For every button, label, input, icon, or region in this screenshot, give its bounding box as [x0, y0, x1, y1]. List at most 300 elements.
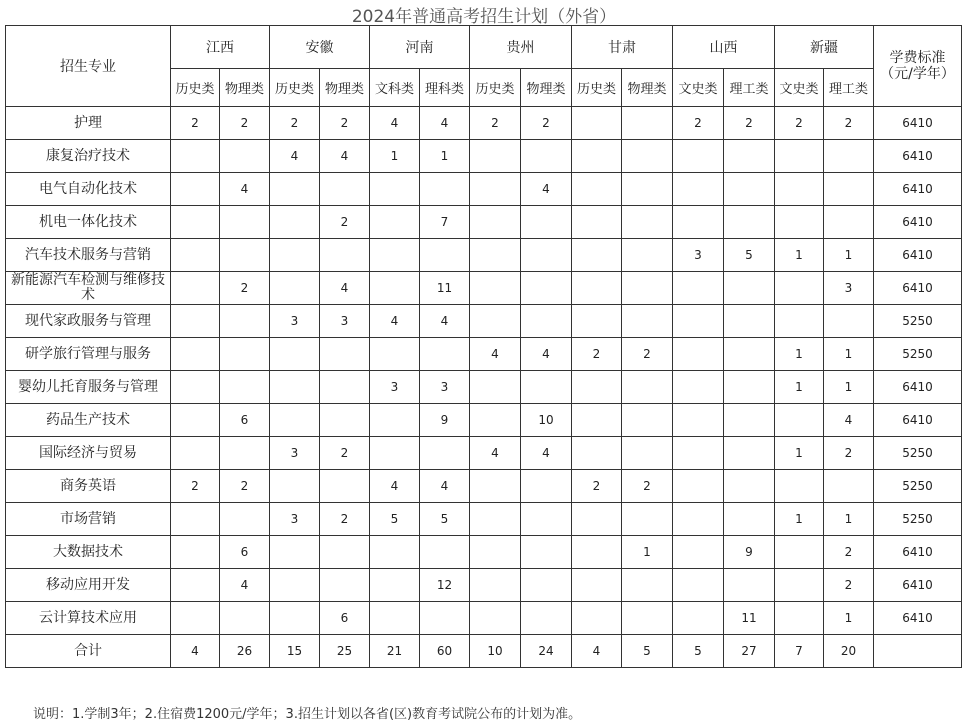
province-header: 新疆	[775, 26, 874, 69]
quota-cell: 2	[775, 107, 824, 140]
quota-cell: 21	[370, 635, 420, 668]
quota-cell	[171, 272, 220, 305]
quota-cell: 3	[370, 371, 420, 404]
quota-cell	[320, 371, 370, 404]
track-header: 物理类	[521, 69, 572, 107]
quota-cell: 2	[824, 107, 874, 140]
fee-cell: 6410	[874, 107, 962, 140]
quota-cell	[824, 206, 874, 239]
quota-cell	[572, 272, 622, 305]
quota-cell: 24	[521, 635, 572, 668]
quota-cell: 1	[824, 338, 874, 371]
enrollment-plan-table	[5, 25, 962, 668]
track-header: 历史类	[470, 69, 521, 107]
quota-cell	[171, 536, 220, 569]
quota-cell	[521, 371, 572, 404]
quota-cell	[775, 470, 824, 503]
quota-cell	[270, 371, 320, 404]
quota-cell	[572, 404, 622, 437]
quota-cell	[775, 140, 824, 173]
quota-cell	[270, 470, 320, 503]
quota-cell	[220, 338, 270, 371]
quota-cell	[220, 371, 270, 404]
quota-cell	[775, 305, 824, 338]
quota-cell	[270, 272, 320, 305]
province-header: 山西	[673, 26, 775, 69]
quota-cell	[370, 206, 420, 239]
quota-cell	[521, 602, 572, 635]
quota-cell: 4	[470, 338, 521, 371]
quota-cell	[320, 569, 370, 602]
quota-cell: 4	[370, 305, 420, 338]
quota-cell	[270, 602, 320, 635]
quota-cell	[673, 338, 724, 371]
fee-cell: 6410	[874, 569, 962, 602]
table-row	[6, 239, 962, 272]
quota-cell: 9	[724, 536, 775, 569]
page-title: 2024年普通高考招生计划（外省）	[351, 7, 617, 27]
quota-cell: 3	[673, 239, 724, 272]
quota-cell: 2	[470, 107, 521, 140]
quota-cell: 2	[824, 569, 874, 602]
quota-cell: 3	[420, 371, 470, 404]
quota-cell	[320, 173, 370, 206]
quota-cell	[673, 272, 724, 305]
major-cell: 大数据技术	[6, 536, 171, 569]
quota-cell	[470, 239, 521, 272]
quota-cell: 6	[320, 602, 370, 635]
track-header: 理工类	[824, 69, 874, 107]
fee-cell: 6410	[874, 140, 962, 173]
track-header: 理科类	[420, 69, 470, 107]
quota-cell	[220, 503, 270, 536]
quota-cell	[724, 305, 775, 338]
quota-cell: 2	[270, 107, 320, 140]
quota-cell: 4	[370, 470, 420, 503]
quota-cell	[775, 272, 824, 305]
quota-cell	[171, 338, 220, 371]
quota-cell	[824, 173, 874, 206]
fee-cell: 5250	[874, 338, 962, 371]
quota-cell: 4	[824, 404, 874, 437]
table-row	[6, 371, 962, 404]
quota-cell	[521, 239, 572, 272]
quota-cell: 4	[521, 173, 572, 206]
quota-cell: 27	[724, 635, 775, 668]
quota-cell	[270, 239, 320, 272]
fee-cell: 6410	[874, 602, 962, 635]
quota-cell	[270, 338, 320, 371]
major-cell: 婴幼儿托育服务与管理	[6, 371, 171, 404]
quota-cell	[622, 107, 673, 140]
quota-cell: 3	[320, 305, 370, 338]
quota-cell: 4	[270, 140, 320, 173]
track-header: 历史类	[572, 69, 622, 107]
quota-cell: 7	[420, 206, 470, 239]
quota-cell: 11	[420, 272, 470, 305]
quota-cell	[470, 404, 521, 437]
quota-cell	[320, 404, 370, 437]
quota-cell	[775, 404, 824, 437]
quota-cell	[470, 272, 521, 305]
quota-cell	[220, 239, 270, 272]
quota-cell	[370, 437, 420, 470]
quota-cell	[724, 437, 775, 470]
track-header: 文科类	[370, 69, 420, 107]
track-header: 文史类	[673, 69, 724, 107]
quota-cell: 4	[420, 107, 470, 140]
major-cell: 康复治疗技术	[6, 140, 171, 173]
quota-cell	[673, 173, 724, 206]
quota-cell	[470, 536, 521, 569]
quota-cell: 10	[521, 404, 572, 437]
province-header: 江西	[171, 26, 270, 69]
major-cell: 机电一体化技术	[6, 206, 171, 239]
quota-cell	[370, 173, 420, 206]
quota-cell	[572, 305, 622, 338]
quota-cell	[320, 239, 370, 272]
quota-cell: 2	[622, 338, 673, 371]
quota-cell: 1	[775, 503, 824, 536]
quota-cell	[370, 239, 420, 272]
table-row	[6, 569, 962, 602]
quota-cell	[320, 338, 370, 371]
quota-cell	[171, 404, 220, 437]
fee-cell: 5250	[874, 305, 962, 338]
table-row	[6, 338, 962, 371]
quota-cell	[320, 470, 370, 503]
quota-cell	[775, 206, 824, 239]
fee-cell: 6410	[874, 272, 962, 305]
quota-cell	[171, 569, 220, 602]
fee-cell: 6410	[874, 536, 962, 569]
quota-cell: 2	[220, 272, 270, 305]
quota-cell: 3	[270, 503, 320, 536]
quota-cell: 4	[521, 338, 572, 371]
quota-cell: 5	[420, 503, 470, 536]
quota-cell: 4	[470, 437, 521, 470]
track-header: 物理类	[320, 69, 370, 107]
quota-cell: 60	[420, 635, 470, 668]
quota-cell	[270, 569, 320, 602]
quota-cell	[470, 503, 521, 536]
quota-cell	[724, 173, 775, 206]
quota-cell: 3	[824, 272, 874, 305]
quota-cell	[220, 140, 270, 173]
quota-cell: 5	[673, 635, 724, 668]
quota-cell	[420, 602, 470, 635]
quota-cell: 3	[270, 437, 320, 470]
quota-cell	[370, 404, 420, 437]
fee-cell: 6410	[874, 239, 962, 272]
quota-cell	[220, 602, 270, 635]
quota-cell: 11	[724, 602, 775, 635]
quota-cell	[622, 371, 673, 404]
quota-cell: 6	[220, 536, 270, 569]
quota-cell	[724, 140, 775, 173]
quota-cell	[673, 470, 724, 503]
fee-header: 学费标准（元/学年）	[874, 26, 962, 107]
quota-cell: 2	[824, 437, 874, 470]
quota-cell	[470, 602, 521, 635]
quota-cell	[673, 206, 724, 239]
quota-cell: 1	[824, 239, 874, 272]
quota-cell	[775, 569, 824, 602]
province-header: 安徽	[270, 26, 370, 69]
major-cell: 现代家政服务与管理	[6, 305, 171, 338]
quota-cell	[470, 173, 521, 206]
major-cell: 电气自动化技术	[6, 173, 171, 206]
quota-cell: 2	[320, 206, 370, 239]
quota-cell: 15	[270, 635, 320, 668]
quota-cell: 9	[420, 404, 470, 437]
quota-cell	[572, 503, 622, 536]
major-header: 招生专业	[6, 26, 171, 107]
quota-cell	[724, 404, 775, 437]
fee-cell: 6410	[874, 206, 962, 239]
quota-cell	[724, 470, 775, 503]
table-row	[6, 206, 962, 239]
quota-cell	[470, 470, 521, 503]
quota-cell: 1	[824, 371, 874, 404]
quota-cell	[775, 173, 824, 206]
quota-cell: 7	[775, 635, 824, 668]
quota-cell	[521, 272, 572, 305]
quota-cell	[470, 371, 521, 404]
quota-cell: 20	[824, 635, 874, 668]
quota-cell: 4	[320, 272, 370, 305]
quota-cell	[270, 173, 320, 206]
table-row	[6, 437, 962, 470]
quota-cell: 1	[622, 536, 673, 569]
quota-cell	[724, 503, 775, 536]
quota-cell: 1	[775, 338, 824, 371]
quota-cell: 4	[320, 140, 370, 173]
quota-cell	[420, 536, 470, 569]
quota-cell	[572, 569, 622, 602]
fee-cell: 5250	[874, 437, 962, 470]
quota-cell: 2	[171, 470, 220, 503]
quota-cell: 1	[824, 503, 874, 536]
quota-cell	[370, 602, 420, 635]
quota-cell	[370, 272, 420, 305]
quota-cell	[673, 305, 724, 338]
quota-cell	[622, 239, 673, 272]
table-row	[6, 536, 962, 569]
quota-cell: 4	[521, 437, 572, 470]
quota-cell	[622, 404, 673, 437]
quota-cell	[622, 305, 673, 338]
track-header: 历史类	[270, 69, 320, 107]
province-header: 河南	[370, 26, 470, 69]
major-cell: 研学旅行管理与服务	[6, 338, 171, 371]
quota-cell	[270, 206, 320, 239]
quota-cell	[673, 404, 724, 437]
quota-cell: 12	[420, 569, 470, 602]
quota-cell: 10	[470, 635, 521, 668]
quota-cell	[171, 206, 220, 239]
quota-cell	[171, 437, 220, 470]
quota-cell	[673, 371, 724, 404]
quota-cell	[673, 503, 724, 536]
major-cell: 市场营销	[6, 503, 171, 536]
fee-cell: 6410	[874, 404, 962, 437]
quota-cell	[220, 206, 270, 239]
quota-cell: 1	[775, 239, 824, 272]
table-row	[6, 635, 962, 668]
quota-cell	[220, 437, 270, 470]
quota-cell	[824, 470, 874, 503]
quota-cell: 26	[220, 635, 270, 668]
quota-cell: 1	[824, 602, 874, 635]
quota-cell: 5	[724, 239, 775, 272]
track-header: 物理类	[622, 69, 673, 107]
quota-cell	[420, 239, 470, 272]
quota-cell: 2	[320, 107, 370, 140]
table-row	[6, 470, 962, 503]
quota-cell	[622, 140, 673, 173]
quota-cell: 1	[420, 140, 470, 173]
major-cell: 合计	[6, 635, 171, 668]
quota-cell	[622, 173, 673, 206]
track-header: 理工类	[724, 69, 775, 107]
table-row	[6, 602, 962, 635]
quota-cell: 2	[673, 107, 724, 140]
quota-cell: 2	[572, 338, 622, 371]
table-row	[6, 140, 962, 173]
quota-cell	[470, 305, 521, 338]
quota-cell	[420, 173, 470, 206]
quota-cell: 1	[370, 140, 420, 173]
quota-cell: 4	[420, 305, 470, 338]
quota-cell	[521, 503, 572, 536]
table-row	[6, 173, 962, 206]
table-row	[6, 404, 962, 437]
quota-cell	[622, 503, 673, 536]
quota-cell: 4	[220, 173, 270, 206]
province-header: 甘肃	[572, 26, 673, 69]
quota-cell	[622, 602, 673, 635]
major-cell: 商务英语	[6, 470, 171, 503]
major-cell: 药品生产技术	[6, 404, 171, 437]
quota-cell: 4	[572, 635, 622, 668]
quota-cell: 2	[824, 536, 874, 569]
quota-cell: 2	[220, 107, 270, 140]
quota-cell	[470, 140, 521, 173]
quota-cell: 2	[171, 107, 220, 140]
quota-cell	[521, 140, 572, 173]
quota-cell	[220, 305, 270, 338]
quota-cell: 4	[370, 107, 420, 140]
quota-cell	[171, 239, 220, 272]
quota-cell	[622, 206, 673, 239]
quota-cell	[824, 305, 874, 338]
quota-cell: 2	[572, 470, 622, 503]
quota-cell	[521, 470, 572, 503]
quota-cell	[171, 173, 220, 206]
quota-cell: 1	[775, 437, 824, 470]
quota-cell: 2	[220, 470, 270, 503]
quota-cell: 5	[370, 503, 420, 536]
quota-cell: 2	[320, 503, 370, 536]
quota-cell	[572, 371, 622, 404]
quota-cell	[521, 305, 572, 338]
quota-cell: 4	[420, 470, 470, 503]
quota-cell: 4	[171, 635, 220, 668]
major-cell: 移动应用开发	[6, 569, 171, 602]
quota-cell	[572, 173, 622, 206]
quota-cell	[370, 338, 420, 371]
quota-cell: 2	[521, 107, 572, 140]
quota-cell	[622, 272, 673, 305]
track-header: 历史类	[171, 69, 220, 107]
quota-cell	[370, 536, 420, 569]
fee-cell: 6410	[874, 173, 962, 206]
quota-cell: 2	[320, 437, 370, 470]
quota-cell	[673, 140, 724, 173]
quota-cell	[622, 437, 673, 470]
quota-cell	[724, 338, 775, 371]
quota-cell	[572, 107, 622, 140]
quota-cell	[171, 602, 220, 635]
province-header: 贵州	[470, 26, 572, 69]
table-row	[6, 272, 962, 305]
quota-cell	[572, 437, 622, 470]
fee-cell: 5250	[874, 503, 962, 536]
major-cell: 汽车技术服务与营销	[6, 239, 171, 272]
quota-cell	[724, 569, 775, 602]
quota-cell: 3	[270, 305, 320, 338]
quota-cell	[572, 140, 622, 173]
quota-cell	[673, 569, 724, 602]
quota-cell	[724, 272, 775, 305]
quota-cell	[724, 371, 775, 404]
major-cell: 护理	[6, 107, 171, 140]
quota-cell: 2	[724, 107, 775, 140]
table-row	[6, 107, 962, 140]
quota-cell	[270, 536, 320, 569]
quota-cell	[775, 536, 824, 569]
table-row	[6, 503, 962, 536]
quota-cell	[824, 140, 874, 173]
quota-cell	[572, 239, 622, 272]
quota-cell: 4	[220, 569, 270, 602]
quota-cell	[673, 602, 724, 635]
quota-cell	[171, 305, 220, 338]
major-cell: 新能源汽车检测与维修技术	[6, 272, 171, 305]
quota-cell: 6	[220, 404, 270, 437]
quota-cell	[673, 437, 724, 470]
quota-cell	[171, 503, 220, 536]
track-header: 物理类	[220, 69, 270, 107]
quota-cell	[470, 569, 521, 602]
quota-cell	[420, 338, 470, 371]
quota-cell: 25	[320, 635, 370, 668]
quota-cell	[270, 404, 320, 437]
quota-cell	[171, 371, 220, 404]
quota-cell	[572, 206, 622, 239]
quota-cell	[572, 602, 622, 635]
quota-cell	[470, 206, 521, 239]
quota-cell	[572, 536, 622, 569]
quota-cell	[673, 536, 724, 569]
quota-cell	[521, 569, 572, 602]
quota-cell	[724, 206, 775, 239]
quota-cell	[171, 140, 220, 173]
quota-cell	[420, 437, 470, 470]
fee-cell	[874, 635, 962, 668]
fee-cell: 6410	[874, 371, 962, 404]
